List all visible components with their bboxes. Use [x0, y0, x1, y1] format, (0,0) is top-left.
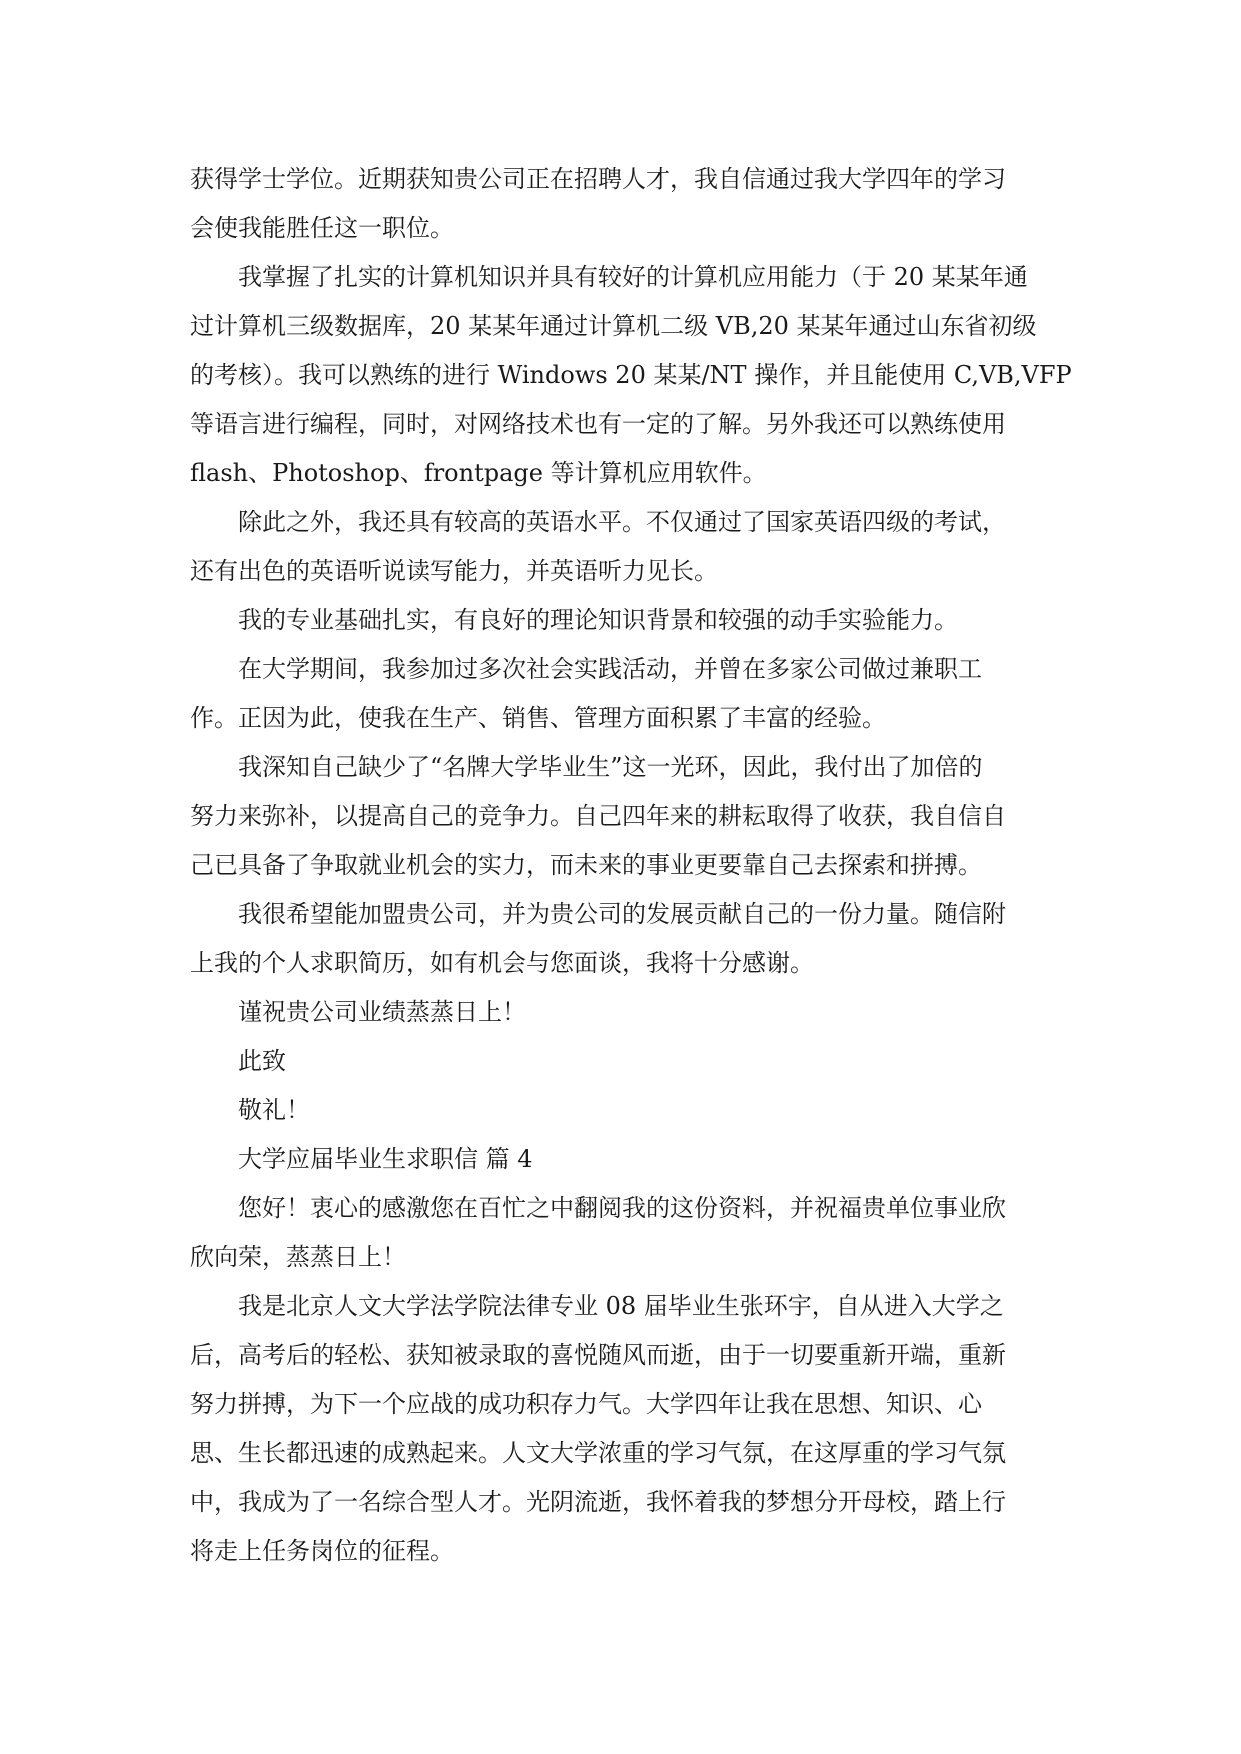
text-line: 努力拼搏，为下一个应战的成功积存力气。大学四年让我在思想、知识、心: [190, 1390, 982, 1418]
text-line: 大学应届毕业生求职信 篇 4: [238, 1145, 533, 1173]
text-line: 我的专业基础扎实，有良好的理论知识背景和较强的动手实验能力。: [238, 606, 958, 634]
text-line: 的考核）。我可以熟练的进行 Windows 20 某某/NT 操作，并且能使用 C,VB,VFP: [190, 361, 1072, 389]
text-line: 等语言进行编程，同时，对网络技术也有一定的了解。另外我还可以熟练使用: [190, 410, 1006, 438]
text-line: 己已具备了争取就业机会的实力，而未来的事业更要靠自己去探索和拼搏。: [190, 851, 982, 879]
text-line: flash、Photoshop、frontpage 等计算机应用软件。: [190, 459, 767, 487]
document-body: [190, 155, 1072, 1576]
text-line: 您好！衷心的感激您在百忙之中翻阅我的这份资料，并祝福贵单位事业欣: [238, 1194, 1006, 1222]
text-line: 我深知自己缺少了“名牌大学毕业生”这一光环，因此，我付出了加倍的: [238, 753, 983, 781]
text-line: 上我的个人求职简历，如有机会与您面谈，我将十分感谢。: [190, 949, 814, 977]
text-line: 会使我能胜任这一职位。: [190, 214, 454, 242]
text-line: 将走上任务岗位的征程。: [190, 1537, 454, 1565]
text-line: 我掌握了扎实的计算机知识并具有较好的计算机应用能力（于 20 某某年通: [238, 263, 1028, 291]
text-line: 还有出色的英语听说读写能力，并英语听力见长。: [190, 557, 718, 585]
text-line: 获得学士学位。近期获知贵公司正在招聘人才，我自信通过我大学四年的学习: [190, 165, 1006, 193]
text-line: 努力来弥补，以提高自己的竞争力。自己四年来的耕耘取得了收获，我自信自: [190, 802, 1006, 830]
text-line: 谨祝贵公司业绩蒸蒸日上！: [238, 998, 526, 1026]
text-line: 除此之外，我还具有较高的英语水平。不仅通过了国家英语四级的考试，: [238, 508, 1006, 536]
text-line: 在大学期间，我参加过多次社会实践活动，并曾在多家公司做过兼职工: [238, 655, 982, 683]
text-line: 我是北京人文大学法学院法律专业 08 届毕业生张环宇，自从进入大学之: [238, 1292, 1004, 1320]
text-line: 此致: [238, 1047, 286, 1075]
text-line: 中，我成为了一名综合型人才。光阴流逝，我怀着我的梦想分开母校，踏上行: [190, 1488, 1006, 1516]
text-line: 敬礼！: [238, 1096, 310, 1124]
text-line: 过计算机三级数据库，20 某某年通过计算机二级 VB,20 某某年通过山东省初级: [190, 312, 1037, 340]
text-line: 后，高考后的轻松、获知被录取的喜悦随风而逝，由于一切要重新开端，重新: [190, 1341, 1006, 1369]
text-line: 欣向荣，蒸蒸日上！: [190, 1243, 406, 1271]
text-line: 作。正因为此，使我在生产、销售、管理方面积累了丰富的经验。: [190, 704, 886, 732]
text-line: 我很希望能加盟贵公司，并为贵公司的发展贡献自己的一份力量。随信附: [238, 900, 1006, 928]
text-line: 思、生长都迅速的成熟起来。人文大学浓重的学习气氛，在这厚重的学习气氛: [190, 1439, 1006, 1467]
